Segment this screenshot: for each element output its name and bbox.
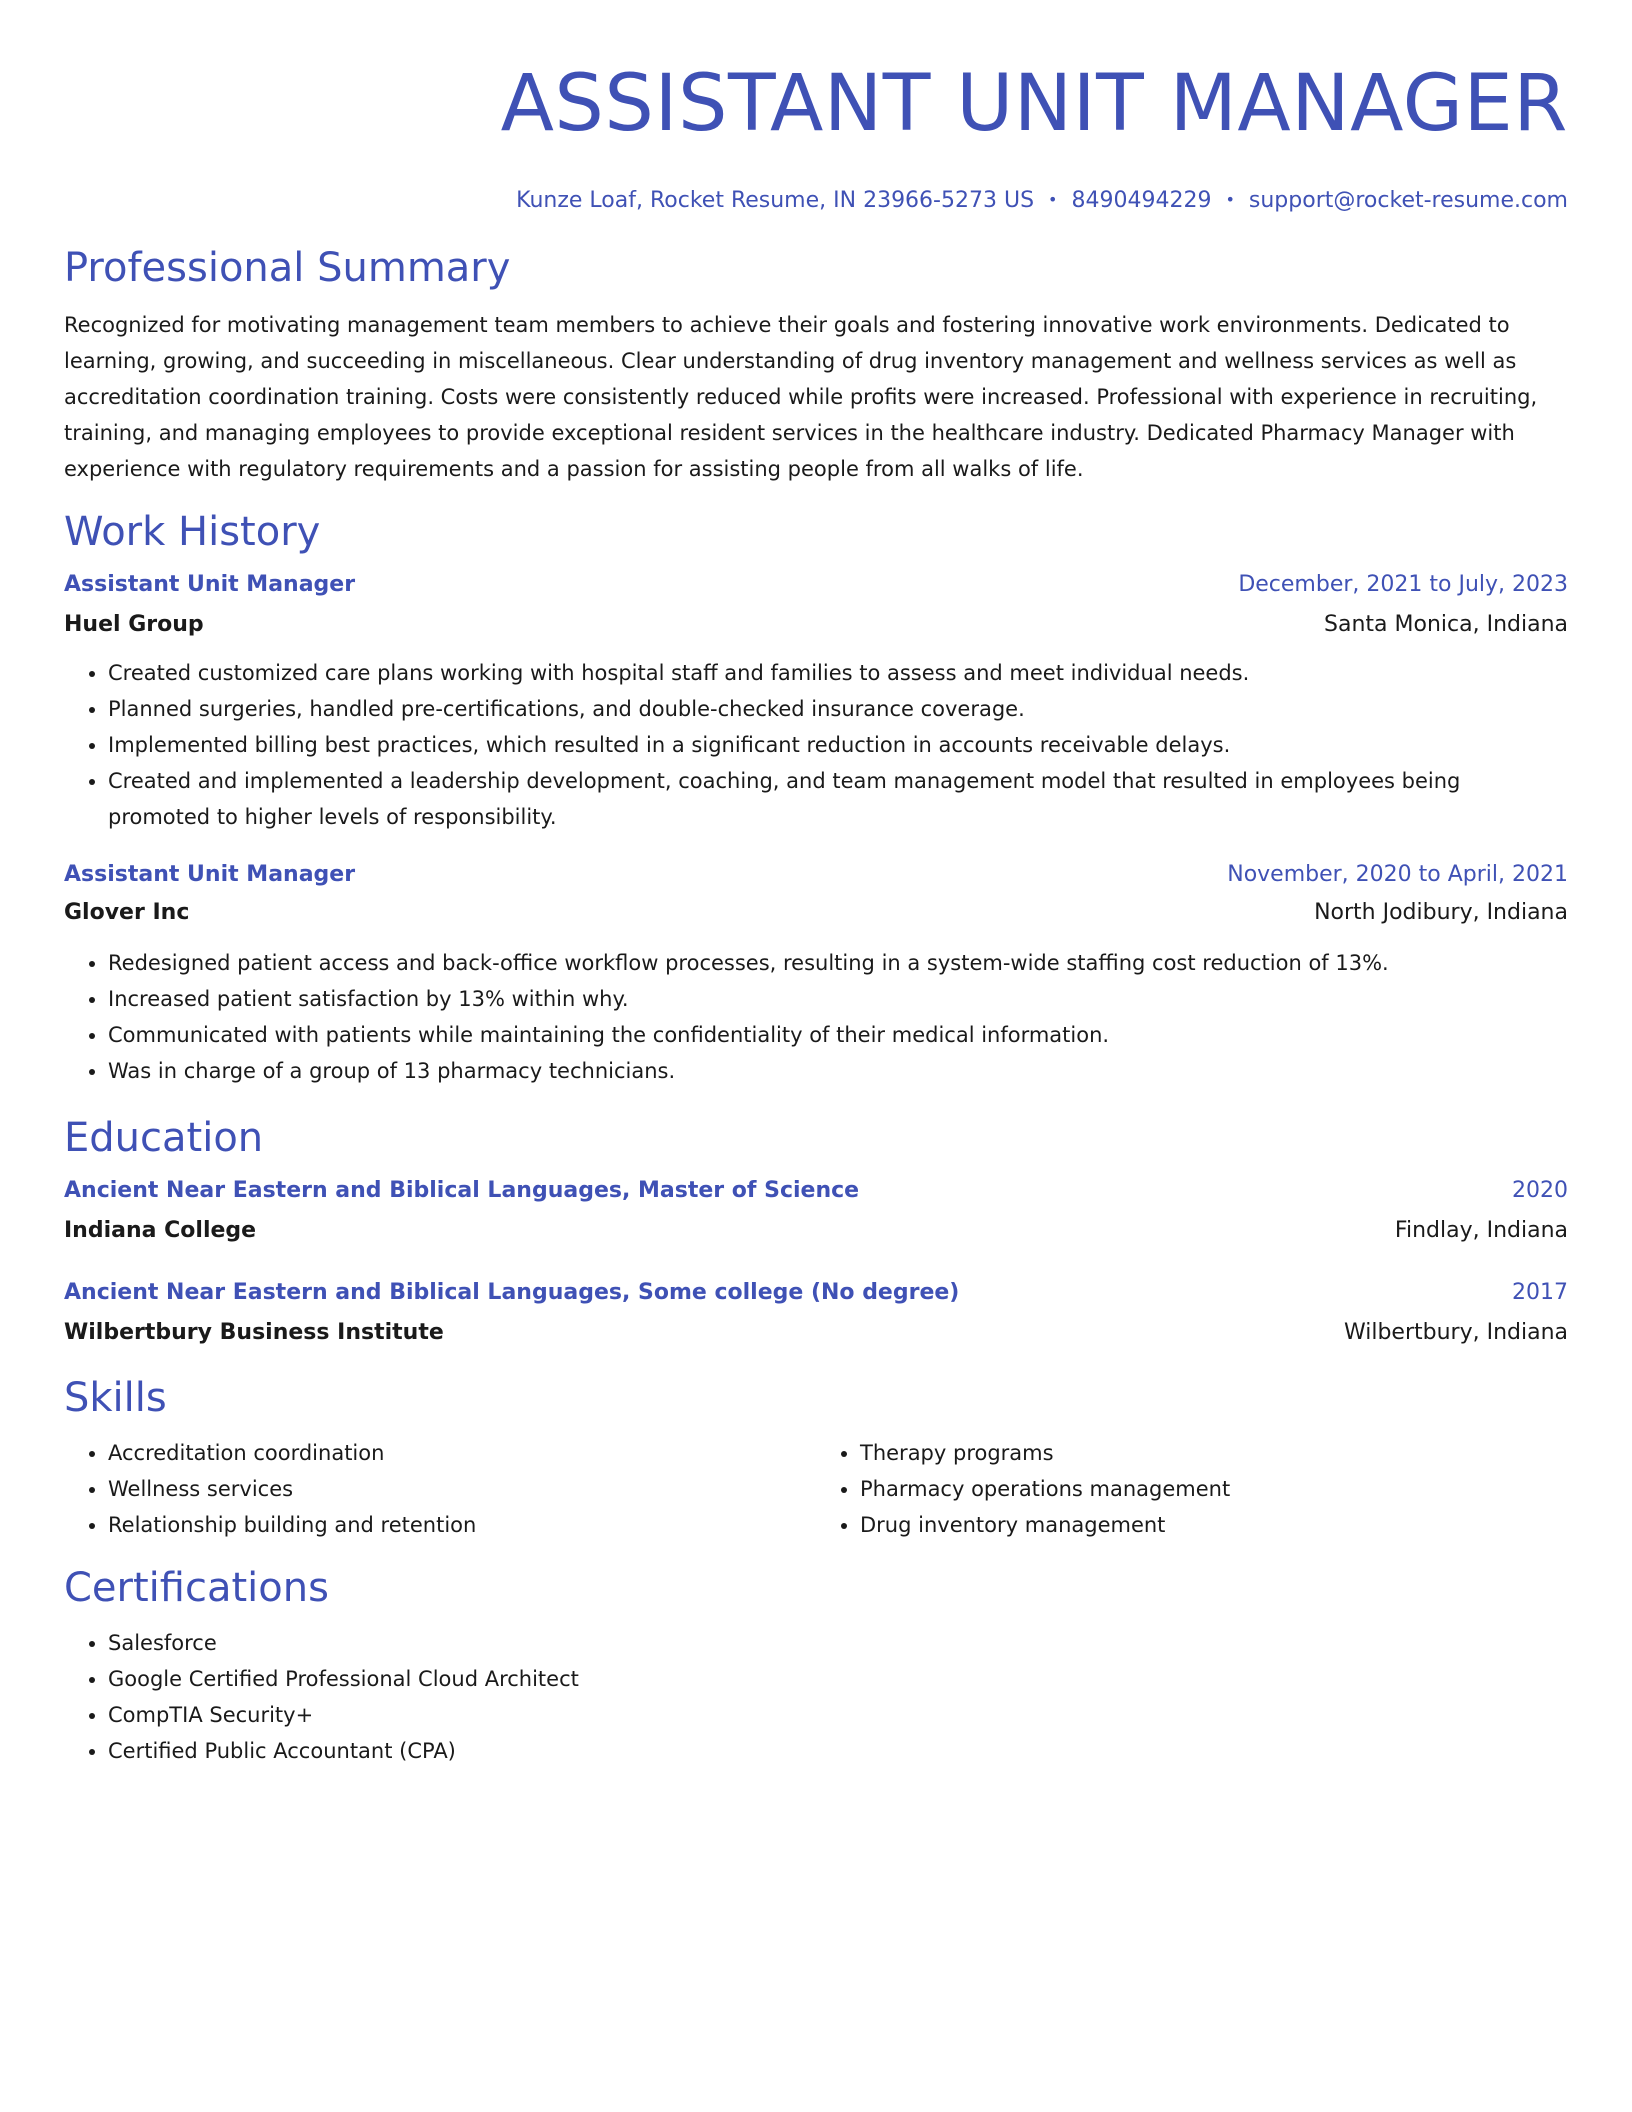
skills-section <box>64 1373 1568 1543</box>
job-subheader <box>64 609 1568 641</box>
job-company: Glover Inc <box>64 900 190 925</box>
work-section <box>64 507 1568 1089</box>
skill-item: • Accreditation coordination <box>108 1435 816 1471</box>
education-header <box>64 1175 1568 1207</box>
list-item: • Implemented billing best practices, which resulted in a significant reduction in accounts receivable delays. <box>108 727 1568 763</box>
phone: 8490494229 <box>1071 188 1212 213</box>
job-bullets <box>64 655 1568 835</box>
summary-section <box>64 243 1568 487</box>
address: Kunze Loaf, Rocket Resume, IN 23966-5273 US <box>516 188 1035 213</box>
job-role: Assistant Unit Manager <box>64 862 356 887</box>
degree: Ancient Near Eastern and Biblical Languages, Master of Science <box>64 1178 860 1203</box>
job-header <box>64 859 1568 891</box>
separator-dot: • <box>1048 190 1058 209</box>
list-item: • Communicated with patients while maintaining the confidentiality of their medical information. <box>108 1017 1568 1053</box>
certification-item: • CompTIA Security+ <box>108 1697 1568 1733</box>
job-location: Santa Monica, Indiana <box>1324 612 1568 637</box>
job-location: North Jodibury, Indiana <box>1314 900 1568 925</box>
list-item: • Redesigned patient access and back-office workflow processes, resulting in a system-wide staffing cost reduction of 13%. <box>108 945 1568 981</box>
school-location: Wilbertbury, Indiana <box>1343 1320 1568 1345</box>
skill-item: • Pharmacy operations management <box>860 1471 1568 1507</box>
skills-list-left <box>64 1435 816 1543</box>
skill-item: • Relationship building and retention <box>108 1507 816 1543</box>
education-year: 2017 <box>1512 1280 1568 1305</box>
separator-dot: • <box>1225 190 1235 209</box>
school-location: Findlay, Indiana <box>1394 1218 1568 1243</box>
degree: Ancient Near Eastern and Biblical Languages, Some college (No degree) <box>64 1280 960 1305</box>
school: Indiana College <box>64 1218 257 1243</box>
skill-item: • Wellness services <box>108 1471 816 1507</box>
job-header <box>64 569 1568 601</box>
skill-item: • Therapy programs <box>860 1435 1568 1471</box>
education-section <box>64 1113 1568 1349</box>
contact-line <box>64 186 1568 215</box>
education-year: 2020 <box>1512 1178 1568 1203</box>
section-title-summary: Professional Summary <box>64 245 511 291</box>
education-subheader <box>64 1317 1568 1349</box>
candidate-title: ASSISTANT UNIT MANAGER <box>500 59 1568 149</box>
section-title-skills: Skills <box>64 1375 167 1421</box>
section-title-certifications: Certifications <box>64 1565 329 1611</box>
job-dates: December, 2021 to July, 2023 <box>1238 572 1568 597</box>
education-header <box>64 1277 1568 1309</box>
skills-columns <box>64 1435 1568 1543</box>
job-entry <box>64 569 1568 835</box>
job-subheader <box>64 897 1568 929</box>
job-bullets <box>64 945 1568 1089</box>
section-title-work: Work History <box>64 509 321 555</box>
list-item: • Was in charge of a group of 13 pharmacy technicians. <box>108 1053 1568 1089</box>
certification-item: • Google Certified Professional Cloud Architect <box>108 1661 1568 1697</box>
skill-item: • Drug inventory management <box>860 1507 1568 1543</box>
education-entry <box>64 1277 1568 1349</box>
certification-item: • Salesforce <box>108 1625 1568 1661</box>
list-item: • Planned surgeries, handled pre-certifications, and double-checked insurance coverage. <box>108 691 1568 727</box>
certifications-list <box>64 1625 1568 1769</box>
job-role: Assistant Unit Manager <box>64 572 356 597</box>
list-item: • Created and implemented a leadership development, coaching, and team management model that resulted in employees being promoted to higher levels of responsibility. <box>108 763 1568 835</box>
job-entry <box>64 859 1568 1089</box>
school: Wilbertbury Business Institute <box>64 1320 444 1345</box>
summary-text: Recognized for motivating management team members to achieve their goals and fostering innovative work environments. Dedicated to learning, growing, and succeeding in miscellaneous. Clear understanding of drug inventory management and wellness services as well as accreditation coordination training. Costs were consistently reduced while profits were increased. Professional with experience in recruiting, training, and managing employees to provide exceptional resident services in the healthcare industry. Dedicated Pharmacy Manager with experience with regulatory requirements and a passion for assisting people from all walks of life. <box>64 313 1538 481</box>
certification-item: • Certified Public Accountant (CPA) <box>108 1733 1568 1769</box>
education-entry <box>64 1175 1568 1247</box>
job-dates: November, 2020 to April, 2021 <box>1227 862 1568 887</box>
skills-list-right <box>816 1435 1568 1543</box>
section-title-education: Education <box>64 1115 264 1161</box>
email-link[interactable]: support@rocket-resume.com <box>1248 188 1568 213</box>
list-item: • Created customized care plans working with hospital staff and families to assess and meet individual needs. <box>108 655 1568 691</box>
list-item: • Increased patient satisfaction by 13% within why. <box>108 981 1568 1017</box>
certifications-section <box>64 1563 1568 1769</box>
education-subheader <box>64 1215 1568 1247</box>
job-company: Huel Group <box>64 612 204 637</box>
